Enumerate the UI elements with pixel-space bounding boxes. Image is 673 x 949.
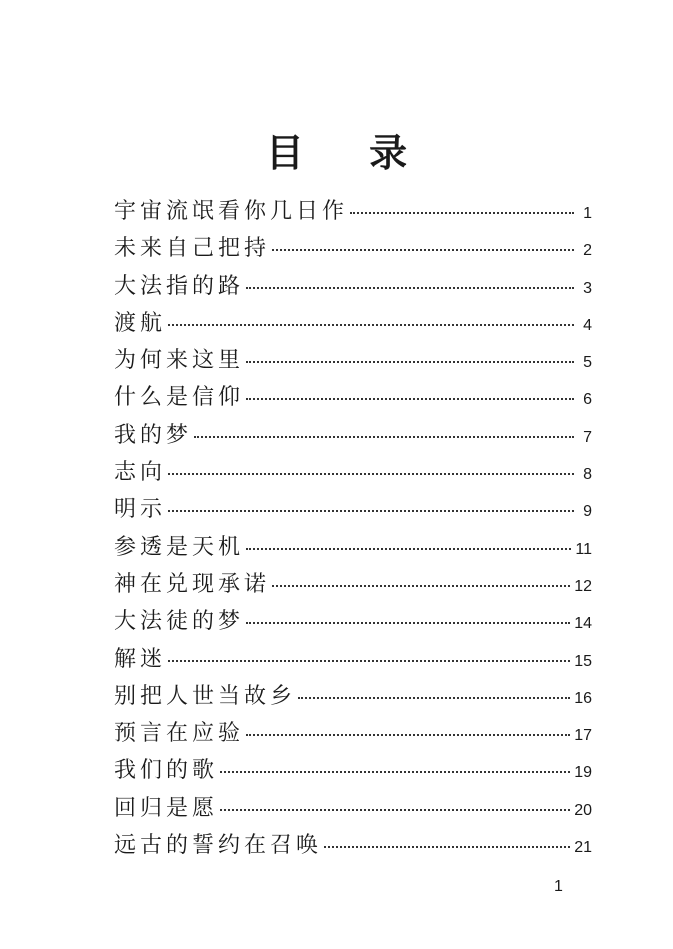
dot-leader	[298, 697, 570, 699]
toc-entry-title[interactable]: 渡航	[114, 310, 167, 336]
toc-entry-title[interactable]: 参透是天机	[114, 534, 245, 560]
toc-entry-title[interactable]: 解迷	[114, 646, 167, 672]
toc-entry-page[interactable]: 8	[583, 466, 592, 484]
toc-entry-title[interactable]: 什么是信仰	[114, 385, 245, 411]
toc-entry-title[interactable]: 我们的歌	[114, 758, 219, 784]
dot-leader	[246, 398, 574, 400]
toc-entry[interactable]	[114, 678, 592, 715]
toc-entry-page[interactable]: 21	[574, 839, 592, 857]
toc-entry-title[interactable]: 回归是愿	[114, 795, 219, 821]
toc-entry-title[interactable]: 我的梦	[114, 422, 193, 448]
dot-leader	[168, 660, 570, 662]
toc-entry[interactable]	[114, 417, 592, 454]
toc-entry[interactable]	[114, 305, 592, 342]
toc-entry-title[interactable]: 神在兑现承诺	[114, 571, 271, 597]
toc-entry[interactable]	[114, 752, 592, 789]
toc-entry-page[interactable]: 12	[574, 577, 592, 595]
dot-leader	[220, 771, 570, 773]
toc-entry[interactable]	[114, 342, 592, 379]
dot-leader	[272, 585, 570, 587]
dot-leader	[246, 548, 571, 550]
dot-leader	[246, 287, 574, 289]
toc-entry-page[interactable]: 6	[583, 391, 592, 409]
toc-entry-page[interactable]: 7	[583, 428, 592, 446]
toc-entry[interactable]	[114, 603, 592, 640]
dot-leader	[246, 361, 574, 363]
toc-entry-page[interactable]: 15	[574, 652, 592, 670]
toc-entry-title[interactable]: 大法徒的梦	[114, 609, 245, 635]
dot-leader	[272, 249, 574, 251]
toc-entry[interactable]	[114, 529, 592, 566]
toc-entry-title[interactable]: 明示	[114, 497, 167, 523]
dot-leader	[168, 324, 574, 326]
dot-leader	[168, 510, 574, 512]
toc-entry-page[interactable]: 3	[583, 279, 592, 297]
toc-entry-title[interactable]: 预言在应验	[114, 721, 245, 747]
toc-entry-page[interactable]: 4	[583, 316, 592, 334]
toc-entry-page[interactable]: 1	[583, 205, 592, 222]
toc-entry[interactable]	[114, 379, 592, 416]
toc-entry[interactable]	[114, 641, 592, 678]
toc-entry-title[interactable]: 大法指的路	[114, 273, 245, 299]
toc-entry-page[interactable]: 17	[574, 727, 592, 745]
dot-leader	[246, 622, 570, 624]
toc-entry-title[interactable]: 别把人世当故乡	[114, 683, 297, 709]
toc-entry[interactable]	[114, 454, 592, 491]
dot-leader	[324, 846, 570, 848]
toc-entry[interactable]	[114, 790, 592, 827]
toc-entry-page[interactable]: 19	[574, 764, 592, 782]
toc-entry[interactable]	[114, 268, 592, 305]
toc-entry-page[interactable]: 14	[574, 615, 592, 633]
page-number: 1	[554, 878, 563, 895]
dot-leader	[168, 473, 574, 475]
toc-entry[interactable]	[114, 491, 592, 528]
toc-entry-title[interactable]: 远古的誓约在召唤	[114, 833, 323, 859]
toc-entry[interactable]	[114, 566, 592, 603]
toc-entry-page[interactable]: 2	[583, 242, 592, 260]
toc-entry-page[interactable]: 20	[574, 801, 592, 819]
toc-entry-page[interactable]: 9	[583, 503, 592, 521]
toc-entry-title[interactable]: 志向	[114, 460, 167, 486]
table-of-contents	[114, 193, 592, 864]
dot-leader	[220, 809, 570, 811]
toc-entry-page[interactable]: 11	[575, 540, 592, 558]
toc-entry[interactable]	[114, 230, 592, 267]
dot-leader	[350, 212, 574, 214]
toc-entry-title[interactable]: 未来自己把持	[114, 236, 271, 262]
dot-leader	[246, 734, 570, 736]
toc-entry[interactable]	[114, 715, 592, 752]
toc-entry-title[interactable]: 为何来这里	[114, 348, 245, 374]
toc-entry-title[interactable]: 宇宙流氓看你几日作	[114, 199, 349, 224]
page-title: 目 录	[265, 130, 434, 176]
toc-entry-page[interactable]: 16	[574, 689, 592, 707]
toc-entry-page[interactable]: 5	[583, 354, 592, 372]
toc-entry[interactable]	[114, 193, 592, 230]
toc-entry[interactable]	[114, 827, 592, 864]
dot-leader	[194, 436, 574, 438]
